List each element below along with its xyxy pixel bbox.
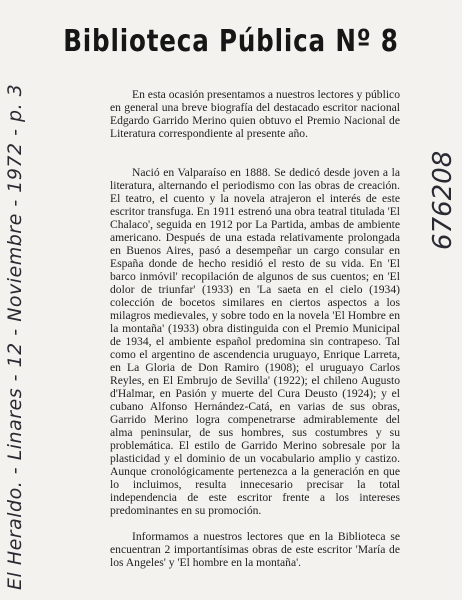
handwritten-catalog-number: 676208 <box>428 150 458 250</box>
intro-paragraph: En esta ocasión presentamos a nuestros lectores y público en general una breve biografía del destacado escritor nacional Edgardo Garrido Merino quien obtuvo el Premio Nacional de Literatura correspondiente al presente año. <box>110 88 400 140</box>
closing-paragraph: Informamos a nuestros lectores que en la Biblioteca se encuentran 2 importantísimas obras de este escritor 'María de los Angeles' y 'El hombre en la montaña'. <box>110 530 400 569</box>
handwritten-source-note: El Heraldo. - Linares - 12 - Noviembre - 1972 - p. 3 <box>4 83 26 590</box>
article-body <box>110 88 400 582</box>
article-title: Biblioteca Pública Nº 8 <box>63 24 399 59</box>
biography-paragraph: Nació en Valparaíso en 1888. Se dedicó desde joven a la literatura, alternando el periodismo con las obras de creación. El teatro, el cuento y la novela atrajeron el interés de este escritor transfuga. En 1911 estrenó una obra teatral titulada 'El Chalaco', seguida en 1912 por La Partida, ambas de ambiente americano. Después de una estada relativamente prolongada en Buenos Aires, pasó a desempeñar un cargo consular en España donde de hecho residió el resto de su vida. En 'El barco inmóvil' recopilación de algunos de sus cuentos; en 'El dolor de triunfar' (1933) en 'La saeta en el cielo (1934) colección de bocetos similares en ciertos aspectos a los milagros medievales, y sobre todo en la novela 'El Hombre en la montaña' (1933) obra distinguida con el Premio Municipal de 1934, el ambiente español predomina sin contrapeso. Tal como el argentino de ascendencia uruguayo, Enrique Larreta, en La Gloria de Don Ramiro (1908); el uruguayo Carlos Reyles, en El Embrujo de Sevilla' (1922); el chileno Augusto d'Halmar, en Pasión y muerte del Cura Deusto (1924); y el cubano Alfonso Hernández-Catá, en varias de sus obras, Garrido Merino logra compenetrarse admirablemente del alma peninsular, de sus hombres, sus costumbres y su problemática. El estilo de Garrido Merino sobresale por la plasticidad y el dominio de un vocabulario amplio y castizo. Aunque cronológicamente pertenezca a la generación en que lo incluimos, resulta innecesario precisar la total independencia de este escritor frente a los intereses predominantes en su promoción. <box>110 166 400 517</box>
